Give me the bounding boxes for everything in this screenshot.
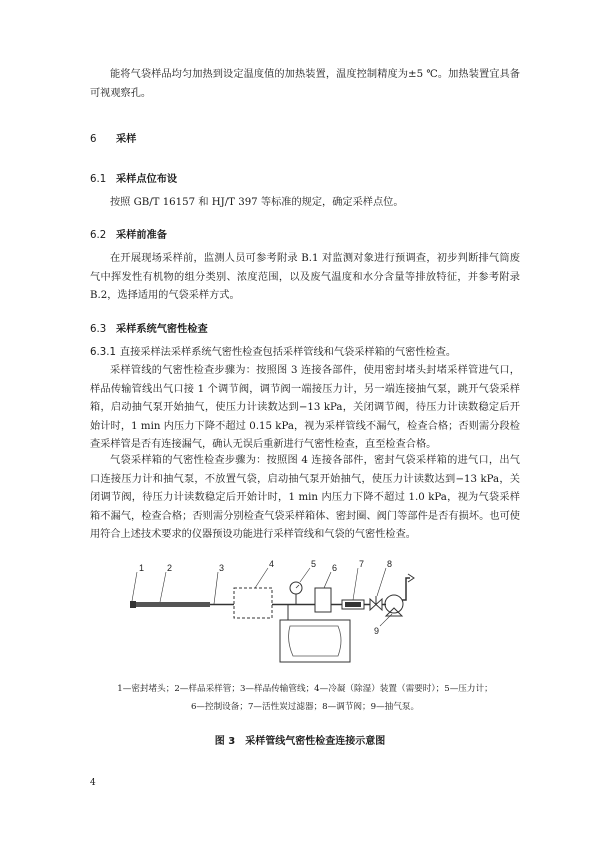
control-device <box>315 588 331 612</box>
label-5: 5 <box>311 560 317 569</box>
sealing-plug <box>130 601 136 608</box>
section-6-2-body: 在开展现场采样前，监测人员可参考附录 B.1 对监测对象进行预调查，初步判断排气筒废气中挥发性有机物的组分类别、浓度范围，以及废气温度和水分含量等排放特征，并参考附录 B.2，选择适用的气袋采样方式。 <box>90 253 520 302</box>
section-6-1-body: 按照 GB/T 16157 和 HJ/T 397 等标准的规定，确定采样点位。 <box>110 197 404 208</box>
section-6-3-number: 6.3 <box>90 324 107 335</box>
condenser-box <box>234 588 272 618</box>
label-9: 9 <box>374 626 380 636</box>
label-6: 6 <box>332 563 338 573</box>
section-6-number: 6 <box>90 134 97 145</box>
leader-3 <box>214 572 218 604</box>
section-6-1-number: 6.1 <box>90 174 107 185</box>
leader-4 <box>255 568 268 588</box>
section-6-title: 采样 <box>116 134 137 145</box>
section-6-2-number: 6.2 <box>90 230 107 241</box>
section-6-3-1-number: 6.3.1 <box>90 347 116 358</box>
label-1: 1 <box>139 563 145 573</box>
label-4: 4 <box>269 560 275 569</box>
figure-caption: 图 3 采样管线气密性检查连接示意图 <box>214 736 386 747</box>
section-6-2-heading <box>90 226 167 241</box>
leader-8 <box>377 568 386 596</box>
bag-box-check-paragraph: 气袋采样箱的气密性检查步骤为：按照图 4 连接各部件，密封气袋采样箱的进气口，出气口连接压力计和抽气泵，不放置气袋，启动抽气泵开始抽气，使压力计读数达到−13 kPa，关闭调节阀，待压力计读数稳定后开始计时，1 min 内压力下降不超过 1.0 kPa，视为气袋采样箱不漏气，检查合格；否则需分别检查气袋采样箱体、密封圈、阀门等部件是否有损坏。也可使用符合上述技术要求的仪器预设功能进行采样管线和气袋的气密性检查。 <box>90 455 520 541</box>
pump-body <box>385 595 403 613</box>
label-8: 8 <box>387 560 393 569</box>
sampling-tube <box>136 602 210 607</box>
section-6-1-title: 采样点位布设 <box>116 174 178 185</box>
leader-7 <box>353 568 358 600</box>
label-7: 7 <box>359 560 365 569</box>
leader-5 <box>300 568 310 582</box>
label-2: 2 <box>167 563 173 573</box>
pump-base <box>386 608 402 616</box>
intro-paragraph: 能将气袋样品均匀加热到设定温度值的加热装置，温度控制精度为±5 ℃。加热装置宜具备可视观察孔。 <box>90 69 520 99</box>
section-6-1-heading <box>90 170 177 185</box>
section-6-2-title: 采样前准备 <box>116 230 167 241</box>
figure-legend-line-2: 6—控制设备；7—活性炭过滤器；8—调节阀；9—抽气泵。 <box>190 702 420 712</box>
section-6-3-1-paragraph <box>90 344 520 363</box>
pipeline-check-paragraph: 采样管线的气密性检查步骤为：按照图 3 连接各部件，使用密封堵头封堵采样管进气口，样品传输管线出气口接 1 个调节阀，调节阀一端接压力计，另一端连接抽气泵，跳开气袋采样箱，启动抽气泵开始抽气，使压力计读数达到−13 kPa，关闭调节阀，待压力计读数稳定后开始计时，1 min 内压力下降不超过 0.15 kPa，视为采样管线不漏气，检查合格；否则需分段检查采样管是否有连接漏气，确认无误后重新进行气密性检查，直至检查合格。 <box>90 365 520 451</box>
leader-2 <box>160 572 166 602</box>
page-number: 4 <box>90 778 96 788</box>
gauge-needle <box>296 585 299 588</box>
leader-6 <box>324 572 331 588</box>
figure-3-diagram <box>110 560 440 670</box>
section-6-3-heading <box>90 320 208 335</box>
gas-bag <box>289 626 341 656</box>
section-6-3-1-text: 直接采样法采样系统气密性检查包括采样管线和气袋采样箱的气密性检查。 <box>119 347 457 358</box>
leader-1 <box>132 572 137 601</box>
section-6-3-title: 采样系统气密性检查 <box>116 324 208 335</box>
section-6-heading <box>90 130 136 145</box>
figure-legend-line-1: 1—密封堵头；2—样品采样管；3—样品传输管线；4—冷凝（除湿）装置（需要时）；5—压力计； <box>117 684 493 694</box>
carbon-filter-core <box>345 602 361 607</box>
label-3: 3 <box>219 563 225 573</box>
